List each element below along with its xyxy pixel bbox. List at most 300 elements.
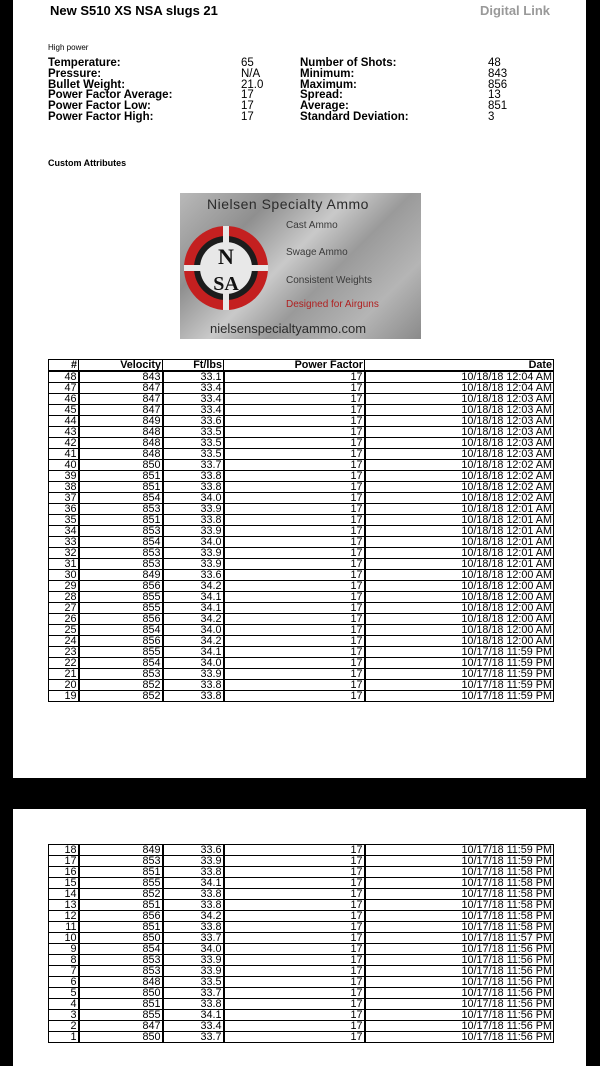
cell-ftlbs: 33.9	[163, 559, 224, 570]
cell-date: 10/17/18 11:56 PM	[365, 977, 554, 988]
table-row	[49, 647, 554, 658]
cell-number: 9	[49, 944, 79, 955]
cell-velocity: 848	[79, 427, 163, 438]
col-header-velocity: Velocity	[79, 360, 163, 372]
cell-velocity: 848	[79, 449, 163, 460]
cell-number: 27	[49, 603, 79, 614]
table-row	[49, 383, 554, 394]
table-row	[49, 867, 554, 878]
stat-label: Maximum:	[300, 78, 357, 91]
cell-velocity: 851	[79, 922, 163, 933]
cell-ftlbs: 33.6	[163, 570, 224, 581]
cell-date: 10/18/18 12:01 AM	[365, 548, 554, 559]
cell-velocity: 856	[79, 614, 163, 625]
cell-power-factor: 17	[224, 933, 365, 944]
table-row	[49, 504, 554, 515]
cell-power-factor: 17	[224, 493, 365, 504]
cell-number: 28	[49, 592, 79, 603]
cell-power-factor: 17	[224, 482, 365, 493]
cell-velocity: 853	[79, 856, 163, 867]
cell-power-factor: 17	[224, 537, 365, 548]
cell-ftlbs: 33.4	[163, 1021, 224, 1032]
cell-ftlbs: 33.9	[163, 548, 224, 559]
cell-power-factor: 17	[224, 680, 365, 691]
stat-value: 3	[488, 110, 495, 123]
table-row	[49, 592, 554, 603]
cell-number: 16	[49, 867, 79, 878]
cell-number: 5	[49, 988, 79, 999]
cell-velocity: 850	[79, 988, 163, 999]
cell-date: 10/17/18 11:56 PM	[365, 966, 554, 977]
cell-date: 10/18/18 12:03 AM	[365, 449, 554, 460]
stat-value: 856	[488, 78, 508, 91]
logo-line-red: Designed for Airguns	[286, 299, 379, 310]
table-row	[49, 416, 554, 427]
cell-velocity: 851	[79, 471, 163, 482]
stat-label: Power Factor Low:	[48, 100, 151, 113]
table-row	[49, 680, 554, 691]
table-row	[49, 669, 554, 680]
cell-number: 45	[49, 405, 79, 416]
cell-ftlbs: 33.8	[163, 515, 224, 526]
cell-date: 10/18/18 12:00 AM	[365, 581, 554, 592]
cell-date: 10/18/18 12:02 AM	[365, 460, 554, 471]
logo-line: Consistent Weights	[286, 275, 372, 286]
table-row	[49, 1010, 554, 1021]
cell-date: 10/17/18 11:56 PM	[365, 988, 554, 999]
cell-number: 10	[49, 933, 79, 944]
cell-number: 1	[49, 1032, 79, 1043]
cell-number: 31	[49, 559, 79, 570]
cell-power-factor: 17	[224, 900, 365, 911]
cell-date: 10/18/18 12:00 AM	[365, 603, 554, 614]
cell-date: 10/18/18 12:03 AM	[365, 405, 554, 416]
cell-ftlbs: 33.6	[163, 845, 224, 856]
cell-power-factor: 17	[224, 647, 365, 658]
cell-ftlbs: 34.1	[163, 878, 224, 889]
cell-date: 10/17/18 11:56 PM	[365, 1010, 554, 1021]
cell-ftlbs: 34.1	[163, 603, 224, 614]
table-row	[49, 471, 554, 482]
cell-ftlbs: 33.5	[163, 449, 224, 460]
cell-number: 25	[49, 625, 79, 636]
cell-power-factor: 17	[224, 371, 365, 383]
cell-number: 38	[49, 482, 79, 493]
cell-ftlbs: 34.1	[163, 1010, 224, 1021]
cell-velocity: 852	[79, 691, 163, 702]
cell-ftlbs: 33.8	[163, 999, 224, 1010]
cell-number: 8	[49, 955, 79, 966]
cell-number: 22	[49, 658, 79, 669]
cell-power-factor: 17	[224, 1010, 365, 1021]
stat-label: Average:	[300, 100, 349, 113]
cell-velocity: 847	[79, 1021, 163, 1032]
stat-value: N/A	[241, 67, 261, 80]
table-row	[49, 966, 554, 977]
cell-ftlbs: 33.4	[163, 394, 224, 405]
cell-number: 46	[49, 394, 79, 405]
cell-power-factor: 17	[224, 394, 365, 405]
cell-ftlbs: 33.8	[163, 900, 224, 911]
cell-number: 24	[49, 636, 79, 647]
cell-velocity: 853	[79, 526, 163, 537]
cell-power-factor: 17	[224, 889, 365, 900]
cell-velocity: 850	[79, 460, 163, 471]
table-row	[49, 394, 554, 405]
cell-power-factor: 17	[224, 504, 365, 515]
cell-ftlbs: 33.7	[163, 460, 224, 471]
cell-ftlbs: 33.9	[163, 504, 224, 515]
table-row	[49, 911, 554, 922]
cell-date: 10/18/18 12:00 AM	[365, 592, 554, 603]
cell-date: 10/17/18 11:58 PM	[365, 900, 554, 911]
cell-number: 17	[49, 856, 79, 867]
logo-heading: Nielsen Specialty Ammo	[207, 196, 369, 212]
cell-power-factor: 17	[224, 460, 365, 471]
cell-number: 44	[49, 416, 79, 427]
cell-ftlbs: 33.8	[163, 867, 224, 878]
table-row	[49, 999, 554, 1010]
cell-number: 42	[49, 438, 79, 449]
table-header-row	[49, 360, 554, 372]
logo-line: Cast Ammo	[286, 220, 338, 231]
cell-velocity: 854	[79, 537, 163, 548]
cell-velocity: 850	[79, 1032, 163, 1043]
cell-ftlbs: 33.4	[163, 405, 224, 416]
cell-power-factor: 17	[224, 515, 365, 526]
table-row	[49, 845, 554, 856]
cell-date: 10/18/18 12:03 AM	[365, 416, 554, 427]
cell-number: 18	[49, 845, 79, 856]
cell-power-factor: 17	[224, 383, 365, 394]
cell-number: 34	[49, 526, 79, 537]
cell-ftlbs: 33.8	[163, 889, 224, 900]
cell-velocity: 856	[79, 636, 163, 647]
cell-date: 10/17/18 11:59 PM	[365, 845, 554, 856]
cell-date: 10/18/18 12:04 AM	[365, 383, 554, 394]
cell-velocity: 856	[79, 581, 163, 592]
logo-url: nielsenspecialtyammo.com	[210, 321, 367, 336]
cell-number: 40	[49, 460, 79, 471]
cell-date: 10/18/18 12:01 AM	[365, 559, 554, 570]
cell-power-factor: 17	[224, 603, 365, 614]
table-row	[49, 438, 554, 449]
cell-power-factor: 17	[224, 856, 365, 867]
cell-ftlbs: 34.2	[163, 614, 224, 625]
cell-power-factor: 17	[224, 691, 365, 702]
cell-velocity: 853	[79, 669, 163, 680]
cell-date: 10/18/18 12:04 AM	[365, 371, 554, 383]
stat-label: Power Factor High:	[48, 110, 154, 123]
cell-ftlbs: 33.9	[163, 526, 224, 537]
cell-velocity: 855	[79, 1010, 163, 1021]
table-row	[49, 371, 554, 383]
cell-number: 35	[49, 515, 79, 526]
table-row	[49, 1021, 554, 1032]
stat-label: Temperature:	[48, 57, 121, 69]
table-row	[49, 537, 554, 548]
cell-date: 10/17/18 11:59 PM	[365, 658, 554, 669]
table-row	[49, 691, 554, 702]
stat-value: 65	[241, 57, 254, 69]
cell-velocity: 855	[79, 603, 163, 614]
table-row	[49, 636, 554, 647]
col-header-ftlbs: Ft/lbs	[163, 360, 224, 372]
cell-ftlbs: 33.5	[163, 427, 224, 438]
cell-ftlbs: 33.8	[163, 482, 224, 493]
cell-number: 13	[49, 900, 79, 911]
table-row	[49, 900, 554, 911]
cell-number: 32	[49, 548, 79, 559]
cell-ftlbs: 33.7	[163, 988, 224, 999]
cell-date: 10/18/18 12:01 AM	[365, 515, 554, 526]
shots-table-page-1	[48, 359, 554, 702]
cell-number: 3	[49, 1010, 79, 1021]
cell-number: 2	[49, 1021, 79, 1032]
cell-number: 11	[49, 922, 79, 933]
cell-ftlbs: 33.8	[163, 691, 224, 702]
col-header-number: #	[49, 360, 79, 372]
table-row	[49, 922, 554, 933]
cell-velocity: 849	[79, 416, 163, 427]
table-row	[49, 603, 554, 614]
stat-value: 17	[241, 100, 254, 113]
cell-number: 4	[49, 999, 79, 1010]
table-row	[49, 856, 554, 867]
cell-ftlbs: 33.6	[163, 416, 224, 427]
cell-ftlbs: 33.1	[163, 371, 224, 383]
cell-power-factor: 17	[224, 581, 365, 592]
cell-velocity: 851	[79, 482, 163, 493]
cell-velocity: 852	[79, 889, 163, 900]
cell-number: 37	[49, 493, 79, 504]
cell-date: 10/18/18 12:03 AM	[365, 427, 554, 438]
cell-power-factor: 17	[224, 922, 365, 933]
stat-label: Spread:	[300, 89, 343, 102]
table-row	[49, 449, 554, 460]
col-header-power-factor: Power Factor	[224, 360, 365, 372]
cell-number: 41	[49, 449, 79, 460]
cell-date: 10/17/18 11:58 PM	[365, 922, 554, 933]
cell-number: 6	[49, 977, 79, 988]
cell-velocity: 847	[79, 383, 163, 394]
table-row	[49, 581, 554, 592]
cell-date: 10/17/18 11:58 PM	[365, 878, 554, 889]
stats-left-values	[241, 58, 263, 123]
cell-power-factor: 17	[224, 845, 365, 856]
stat-label: Minimum:	[300, 67, 355, 80]
cell-number: 19	[49, 691, 79, 702]
cell-velocity: 853	[79, 955, 163, 966]
table-row	[49, 614, 554, 625]
cell-date: 10/18/18 12:00 AM	[365, 636, 554, 647]
stat-value: 13	[488, 89, 501, 102]
cell-power-factor: 17	[224, 867, 365, 878]
stats-left-labels	[48, 58, 172, 123]
table-row	[49, 482, 554, 493]
table-row	[49, 1032, 554, 1043]
table-row	[49, 625, 554, 636]
cell-power-factor: 17	[224, 592, 365, 603]
cell-power-factor: 17	[224, 944, 365, 955]
cell-ftlbs: 34.1	[163, 592, 224, 603]
cell-power-factor: 17	[224, 570, 365, 581]
cell-date: 10/18/18 12:00 AM	[365, 614, 554, 625]
table-row	[49, 933, 554, 944]
cell-date: 10/18/18 12:02 AM	[365, 471, 554, 482]
cell-velocity: 855	[79, 647, 163, 658]
cell-power-factor: 17	[224, 438, 365, 449]
cell-ftlbs: 33.9	[163, 669, 224, 680]
cell-power-factor: 17	[224, 559, 365, 570]
custom-attributes-heading: Custom Attributes	[48, 158, 127, 168]
table-row	[49, 889, 554, 900]
cell-velocity: 855	[79, 592, 163, 603]
cell-date: 10/18/18 12:03 AM	[365, 438, 554, 449]
cell-date: 10/18/18 12:02 AM	[365, 482, 554, 493]
logo-line: Swage Ammo	[286, 247, 348, 258]
cell-number: 36	[49, 504, 79, 515]
cell-power-factor: 17	[224, 977, 365, 988]
cell-power-factor: 17	[224, 526, 365, 537]
emblem-top-letter: N	[218, 244, 234, 269]
cell-date: 10/18/18 12:03 AM	[365, 394, 554, 405]
cell-velocity: 851	[79, 867, 163, 878]
cell-power-factor: 17	[224, 1021, 365, 1032]
cell-number: 26	[49, 614, 79, 625]
cell-power-factor: 17	[224, 405, 365, 416]
shots-table-page-2	[48, 844, 554, 1043]
table-row	[49, 526, 554, 537]
cell-date: 10/17/18 11:56 PM	[365, 944, 554, 955]
cell-date: 10/17/18 11:56 PM	[365, 1021, 554, 1032]
cell-power-factor: 17	[224, 416, 365, 427]
cell-velocity: 853	[79, 548, 163, 559]
cell-velocity: 853	[79, 966, 163, 977]
cell-ftlbs: 33.5	[163, 438, 224, 449]
stat-value: 48	[488, 57, 501, 69]
cell-velocity: 851	[79, 900, 163, 911]
cell-power-factor: 17	[224, 669, 365, 680]
cell-velocity: 850	[79, 933, 163, 944]
cell-power-factor: 17	[224, 955, 365, 966]
report-subtitle: High power	[48, 43, 89, 52]
cell-date: 10/18/18 12:01 AM	[365, 504, 554, 515]
cell-date: 10/17/18 11:59 PM	[365, 856, 554, 867]
cell-number: 30	[49, 570, 79, 581]
report-page-1	[13, 0, 586, 778]
cell-ftlbs: 33.5	[163, 977, 224, 988]
stat-label: Number of Shots:	[300, 57, 397, 69]
cell-date: 10/18/18 12:01 AM	[365, 526, 554, 537]
cell-ftlbs: 34.0	[163, 658, 224, 669]
report-title: New S510 XS NSA slugs 21	[50, 3, 218, 18]
table-row	[49, 548, 554, 559]
cell-number: 12	[49, 911, 79, 922]
stat-value: 843	[488, 67, 508, 80]
table-row	[49, 955, 554, 966]
cell-velocity: 843	[79, 371, 163, 383]
cell-power-factor: 17	[224, 999, 365, 1010]
cell-ftlbs: 34.2	[163, 581, 224, 592]
table-row	[49, 658, 554, 669]
cell-velocity: 848	[79, 977, 163, 988]
stat-value: 21.0	[241, 78, 264, 91]
cell-power-factor: 17	[224, 988, 365, 999]
digital-link[interactable]: Digital Link	[479, 3, 550, 18]
cell-velocity: 855	[79, 878, 163, 889]
cell-ftlbs: 34.0	[163, 493, 224, 504]
cell-power-factor: 17	[224, 911, 365, 922]
stats-right-labels	[300, 58, 409, 123]
cell-ftlbs: 33.8	[163, 680, 224, 691]
cell-velocity: 854	[79, 493, 163, 504]
cell-ftlbs: 33.9	[163, 955, 224, 966]
cell-power-factor: 17	[224, 658, 365, 669]
table-row	[49, 944, 554, 955]
col-header-date: Date	[365, 360, 554, 372]
table-row	[49, 878, 554, 889]
cell-ftlbs: 34.1	[163, 647, 224, 658]
cell-ftlbs: 33.7	[163, 933, 224, 944]
cell-velocity: 851	[79, 515, 163, 526]
cell-ftlbs: 34.2	[163, 911, 224, 922]
cell-date: 10/18/18 12:00 AM	[365, 625, 554, 636]
cell-ftlbs: 33.9	[163, 966, 224, 977]
cell-date: 10/17/18 11:59 PM	[365, 669, 554, 680]
brand-logo-image	[180, 193, 421, 339]
cell-power-factor: 17	[224, 471, 365, 482]
cell-date: 10/17/18 11:56 PM	[365, 1032, 554, 1043]
cell-ftlbs: 34.2	[163, 636, 224, 647]
cell-velocity: 852	[79, 680, 163, 691]
cell-number: 14	[49, 889, 79, 900]
stat-label: Pressure:	[48, 67, 102, 80]
cell-velocity: 854	[79, 625, 163, 636]
cell-power-factor: 17	[224, 878, 365, 889]
cell-velocity: 856	[79, 911, 163, 922]
cell-date: 10/18/18 12:00 AM	[365, 570, 554, 581]
table-row	[49, 977, 554, 988]
cell-number: 7	[49, 966, 79, 977]
cell-velocity: 853	[79, 504, 163, 515]
cell-power-factor: 17	[224, 636, 365, 647]
cell-date: 10/18/18 12:01 AM	[365, 537, 554, 548]
table-row	[49, 460, 554, 471]
table-row	[49, 493, 554, 504]
cell-ftlbs: 34.0	[163, 625, 224, 636]
stat-label: Power Factor Average:	[48, 89, 173, 102]
cell-number: 33	[49, 537, 79, 548]
cell-power-factor: 17	[224, 614, 365, 625]
table-row	[49, 427, 554, 438]
cell-date: 10/17/18 11:56 PM	[365, 999, 554, 1010]
stat-value: 851	[488, 100, 508, 113]
stat-label: Bullet Weight:	[48, 78, 126, 91]
cell-power-factor: 17	[224, 427, 365, 438]
emblem-bottom-letters: SA	[213, 273, 239, 295]
cell-date: 10/17/18 11:59 PM	[365, 680, 554, 691]
report-page-2	[13, 809, 586, 1066]
cell-number: 15	[49, 878, 79, 889]
cell-date: 10/17/18 11:57 PM	[365, 933, 554, 944]
table-row	[49, 988, 554, 999]
cell-power-factor: 17	[224, 548, 365, 559]
cell-date: 10/18/18 12:02 AM	[365, 493, 554, 504]
cell-ftlbs: 33.4	[163, 383, 224, 394]
cell-date: 10/17/18 11:56 PM	[365, 955, 554, 966]
cell-ftlbs: 34.0	[163, 944, 224, 955]
